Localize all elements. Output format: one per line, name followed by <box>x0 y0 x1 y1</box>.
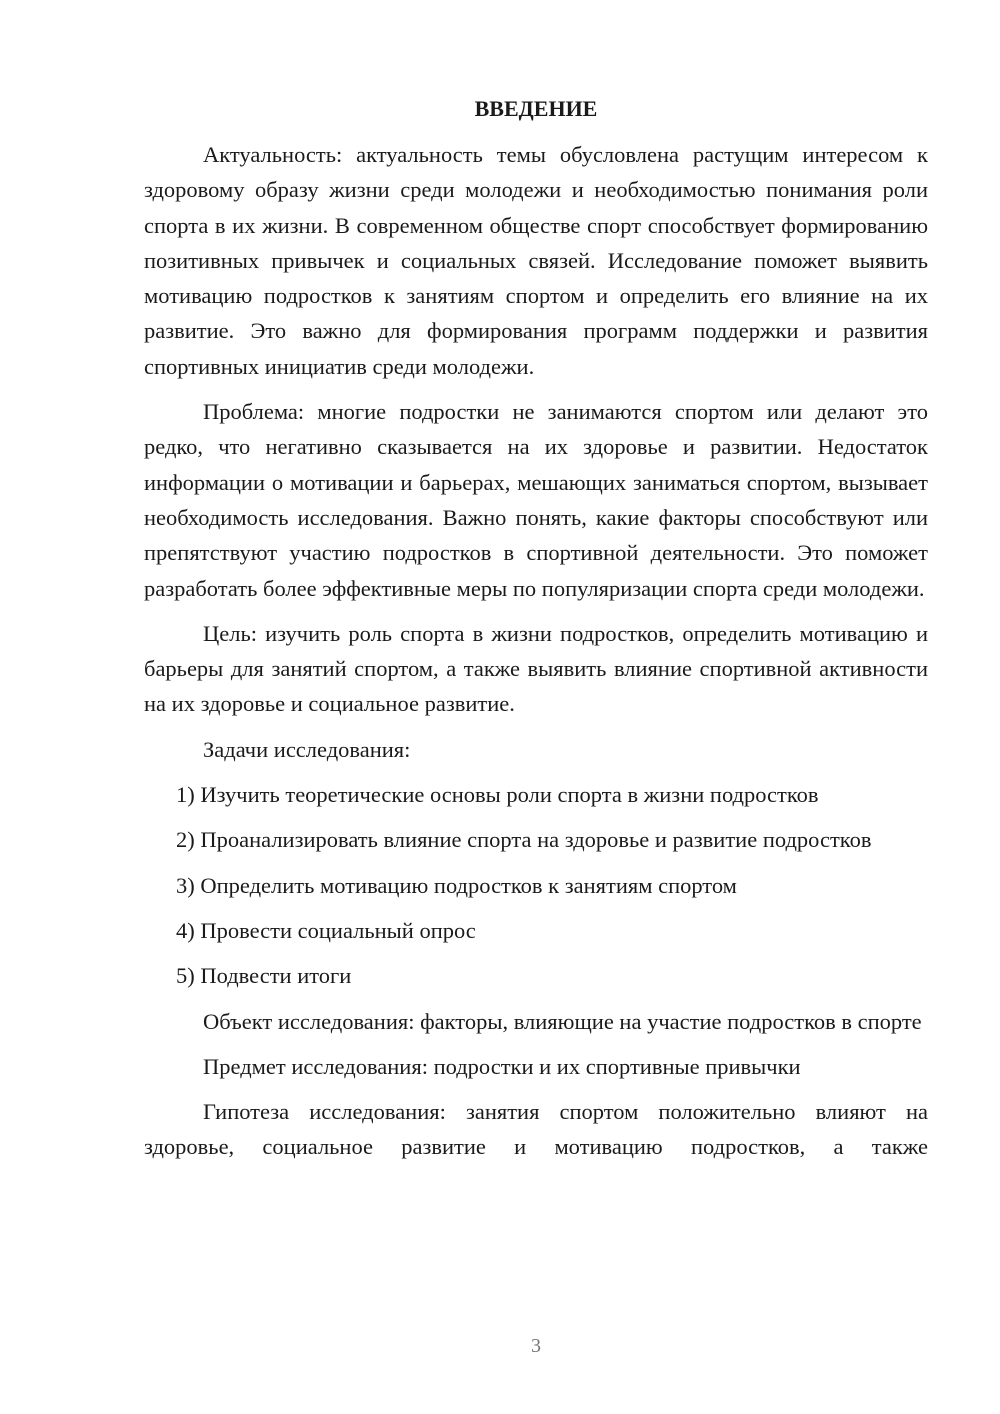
paragraph-goal: Цель: изучить роль спорта в жизни подростков, определить мотивацию и барьеры для занятий спортом, а также выявить влияние спортивной активности на их здоровье и социальное развитие. <box>144 620 928 717</box>
document-page <box>144 96 928 1175</box>
tasks-heading: Задачи исследования: <box>203 736 411 762</box>
task-item: 2) Проанализировать влияние спорта на здоровье и развитие подростков <box>176 827 872 853</box>
section-title: ВВЕДЕНИЕ <box>474 96 598 121</box>
task-item: 3) Определить мотивацию подростков к занятиям спортом <box>176 872 737 898</box>
page-number: 3 <box>531 1335 541 1357</box>
task-item: 4) Провести социальный опрос <box>176 917 476 943</box>
paragraph-relevance: Актуальность: актуальность темы обусловлена растущим интересом к здоровому образу жизни среди молодежи и необходимостью понимания роли спорта в их жизни. В современном обществе спорт способствует формированию позитивных привычек и социальных связей. Исследование поможет выявить мотивацию подростков к занятиям спортом и определить его влияние на их развитие. Это важно для формирования программ поддержки и развития спортивных инициатив среди молодежи. <box>144 142 928 379</box>
paragraph-problem: Проблема: многие подростки не занимаются спортом или делают это редко, что негативно сказывается на их здоровье и развитии. Недостаток информации о мотивации и барьерах, мешающих заниматься спортом, вызывает необходимость исследования. Важно понять, какие факторы способствуют или препятствуют участию подростков в спортивной деятельности. Это поможет разработать более эффективные меры по популяризации спорта среди молодежи. <box>144 399 928 601</box>
paragraph-hypothesis: Гипотеза исследования: занятия спортом положительно влияют на здоровье, социальное развитие и мотивацию подростков, а также <box>144 1099 928 1160</box>
task-item: 5) Подвести итоги <box>176 963 352 989</box>
paragraph-subject: Предмет исследования: подростки и их спортивные привычки <box>203 1053 801 1079</box>
paragraph-object: Объект исследования: факторы, влияющие на участие подростков в спорте <box>203 1008 922 1034</box>
task-item: 1) Изучить теоретические основы роли спорта в жизни подростков <box>176 782 819 808</box>
